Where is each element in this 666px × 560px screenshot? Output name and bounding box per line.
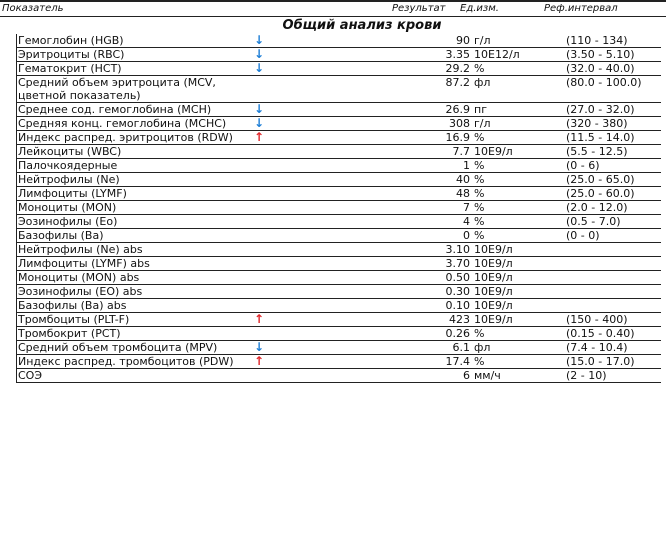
row-flag <box>252 243 386 257</box>
row-value: 90 <box>386 34 472 48</box>
arrow-down-icon: ↓ <box>252 341 386 355</box>
row-reference: (2 - 10) <box>564 369 661 383</box>
row-value: 7.7 <box>386 145 472 159</box>
arrow-down-icon: ↓ <box>252 34 386 48</box>
row-unit: 10E12/л <box>472 48 564 62</box>
arrow-down-icon: ↓ <box>252 103 386 117</box>
header-ref: Реф.интервал <box>544 3 618 14</box>
arrow-up-icon: ↑ <box>252 313 386 327</box>
row-unit: % <box>472 327 564 341</box>
header-indicator: Показатель <box>2 3 64 14</box>
table-row <box>16 229 661 243</box>
report-title: Общий анализ крови <box>282 18 442 33</box>
row-name: Эритроциты (RBC) <box>16 48 252 62</box>
row-unit: % <box>472 187 564 201</box>
table-row <box>16 271 661 285</box>
arrow-up-icon: ↑ <box>252 355 386 369</box>
row-name: Базофилы (Ba) <box>16 229 252 243</box>
table-row <box>16 173 661 187</box>
row-value: 1 <box>386 159 472 173</box>
row-flag <box>252 173 386 187</box>
row-reference: (11.5 - 14.0) <box>564 131 661 145</box>
row-name: Средний объем тромбоцита (MPV) <box>16 341 252 355</box>
row-reference: (0 - 0) <box>564 229 661 243</box>
row-flag <box>252 145 386 159</box>
row-value: 423 <box>386 313 472 327</box>
row-flag <box>252 327 386 341</box>
row-name: СОЭ <box>16 369 252 383</box>
row-value: 26.9 <box>386 103 472 117</box>
row-unit: 10E9/л <box>472 313 564 327</box>
table-row <box>16 48 661 62</box>
row-value: 0.50 <box>386 271 472 285</box>
row-name: Эозинофилы (EO) abs <box>16 285 252 299</box>
table-row <box>16 355 661 369</box>
row-name: Средняя конц. гемоглобина (MCHC) <box>16 117 252 131</box>
row-reference: (0.15 - 0.40) <box>564 327 661 341</box>
row-unit: г/л <box>472 34 564 48</box>
table-row <box>16 215 661 229</box>
row-value: 3.10 <box>386 243 472 257</box>
row-name: Лимфоциты (LYMF) <box>16 187 252 201</box>
row-flag <box>252 201 386 215</box>
row-value: 29.2 <box>386 62 472 76</box>
row-reference: (25.0 - 65.0) <box>564 173 661 187</box>
row-unit: мм/ч <box>472 369 564 383</box>
row-value: 3.70 <box>386 257 472 271</box>
table-row <box>16 299 661 313</box>
row-unit: 10E9/л <box>472 299 564 313</box>
row-unit: фл <box>472 76 564 103</box>
row-reference <box>564 299 661 313</box>
row-value: 87.2 <box>386 76 472 103</box>
row-flag <box>252 369 386 383</box>
row-flag <box>252 76 386 103</box>
table-row <box>16 341 661 355</box>
table-row <box>16 159 661 173</box>
row-name: Лимфоциты (LYMF) abs <box>16 257 252 271</box>
row-unit: % <box>472 215 564 229</box>
header-result: Результат <box>392 3 446 14</box>
row-flag <box>252 159 386 173</box>
row-reference <box>564 257 661 271</box>
row-name: Тромбоциты (PLT-F) <box>16 313 252 327</box>
row-reference: (320 - 380) <box>564 117 661 131</box>
row-value: 0 <box>386 229 472 243</box>
row-unit: % <box>472 62 564 76</box>
row-name: Средний объем эритроцита (MCV, цветной показатель) <box>16 76 252 103</box>
row-value: 16.9 <box>386 131 472 145</box>
row-flag <box>252 215 386 229</box>
row-reference: (32.0 - 40.0) <box>564 62 661 76</box>
row-unit: % <box>472 173 564 187</box>
arrow-down-icon: ↓ <box>252 117 386 131</box>
row-reference: (27.0 - 32.0) <box>564 103 661 117</box>
row-name: Нейтрофилы (Ne) <box>16 173 252 187</box>
table-row <box>16 62 661 76</box>
row-unit: % <box>472 131 564 145</box>
row-unit: % <box>472 355 564 369</box>
row-reference: (0 - 6) <box>564 159 661 173</box>
column-header-row <box>0 3 666 17</box>
row-reference: (150 - 400) <box>564 313 661 327</box>
table-row <box>16 34 661 48</box>
row-value: 6 <box>386 369 472 383</box>
table-row <box>16 327 661 341</box>
row-flag <box>252 299 386 313</box>
row-name: Лейкоциты (WBC) <box>16 145 252 159</box>
row-unit: 10E9/л <box>472 145 564 159</box>
table-row <box>16 201 661 215</box>
row-value: 17.4 <box>386 355 472 369</box>
row-flag <box>252 187 386 201</box>
row-reference: (110 - 134) <box>564 34 661 48</box>
row-value: 4 <box>386 215 472 229</box>
table-row <box>16 187 661 201</box>
results-table <box>16 34 661 383</box>
table-row <box>16 131 661 145</box>
row-value: 48 <box>386 187 472 201</box>
row-unit: 10E9/л <box>472 257 564 271</box>
row-name: Палочкоядерные <box>16 159 252 173</box>
row-unit: 10E9/л <box>472 285 564 299</box>
row-unit: % <box>472 229 564 243</box>
row-reference: (7.4 - 10.4) <box>564 341 661 355</box>
row-reference: (25.0 - 60.0) <box>564 187 661 201</box>
row-name: Индекс распред. эритроцитов (RDW) <box>16 131 252 145</box>
row-reference: (80.0 - 100.0) <box>564 76 661 103</box>
row-flag <box>252 229 386 243</box>
row-reference <box>564 271 661 285</box>
table-row <box>16 145 661 159</box>
row-value: 0.10 <box>386 299 472 313</box>
results-body <box>16 34 661 383</box>
row-unit: 10E9/л <box>472 243 564 257</box>
row-value: 6.1 <box>386 341 472 355</box>
row-reference: (3.50 - 5.10) <box>564 48 661 62</box>
arrow-up-icon: ↑ <box>252 131 386 145</box>
row-unit: фл <box>472 341 564 355</box>
table-row <box>16 117 661 131</box>
row-unit: % <box>472 159 564 173</box>
row-reference: (0.5 - 7.0) <box>564 215 661 229</box>
arrow-down-icon: ↓ <box>252 62 386 76</box>
row-name: Базофилы (Ba) abs <box>16 299 252 313</box>
row-name: Гемоглобин (HGB) <box>16 34 252 48</box>
row-value: 7 <box>386 201 472 215</box>
table-row <box>16 313 661 327</box>
table-row <box>16 103 661 117</box>
row-value: 0.30 <box>386 285 472 299</box>
row-reference: (5.5 - 12.5) <box>564 145 661 159</box>
table-row <box>16 257 661 271</box>
row-value: 308 <box>386 117 472 131</box>
table-row <box>16 243 661 257</box>
row-name: Моноциты (MON) <box>16 201 252 215</box>
table-row <box>16 76 661 103</box>
row-name: Гематокрит (HCT) <box>16 62 252 76</box>
row-unit: г/л <box>472 117 564 131</box>
row-flag <box>252 285 386 299</box>
arrow-down-icon: ↓ <box>252 48 386 62</box>
row-value: 40 <box>386 173 472 187</box>
row-unit: пг <box>472 103 564 117</box>
row-name: Среднее сод. гемоглобина (MCH) <box>16 103 252 117</box>
row-name: Индекс распред. тромбоцитов (PDW) <box>16 355 252 369</box>
row-name: Моноциты (MON) abs <box>16 271 252 285</box>
row-reference <box>564 243 661 257</box>
row-unit: 10E9/л <box>472 271 564 285</box>
row-value: 3.35 <box>386 48 472 62</box>
row-reference <box>564 285 661 299</box>
top-border <box>0 0 666 2</box>
row-reference: (15.0 - 17.0) <box>564 355 661 369</box>
row-name: Тромбокрит (PCT) <box>16 327 252 341</box>
row-unit: % <box>472 201 564 215</box>
table-row <box>16 369 661 383</box>
row-flag <box>252 257 386 271</box>
row-value: 0.26 <box>386 327 472 341</box>
row-flag <box>252 271 386 285</box>
table-left-border <box>16 34 17 383</box>
table-row <box>16 285 661 299</box>
row-reference: (2.0 - 12.0) <box>564 201 661 215</box>
row-name: Эозинофилы (Eo) <box>16 215 252 229</box>
header-unit: Ед.изм. <box>460 3 499 14</box>
row-name: Нейтрофилы (Ne) abs <box>16 243 252 257</box>
